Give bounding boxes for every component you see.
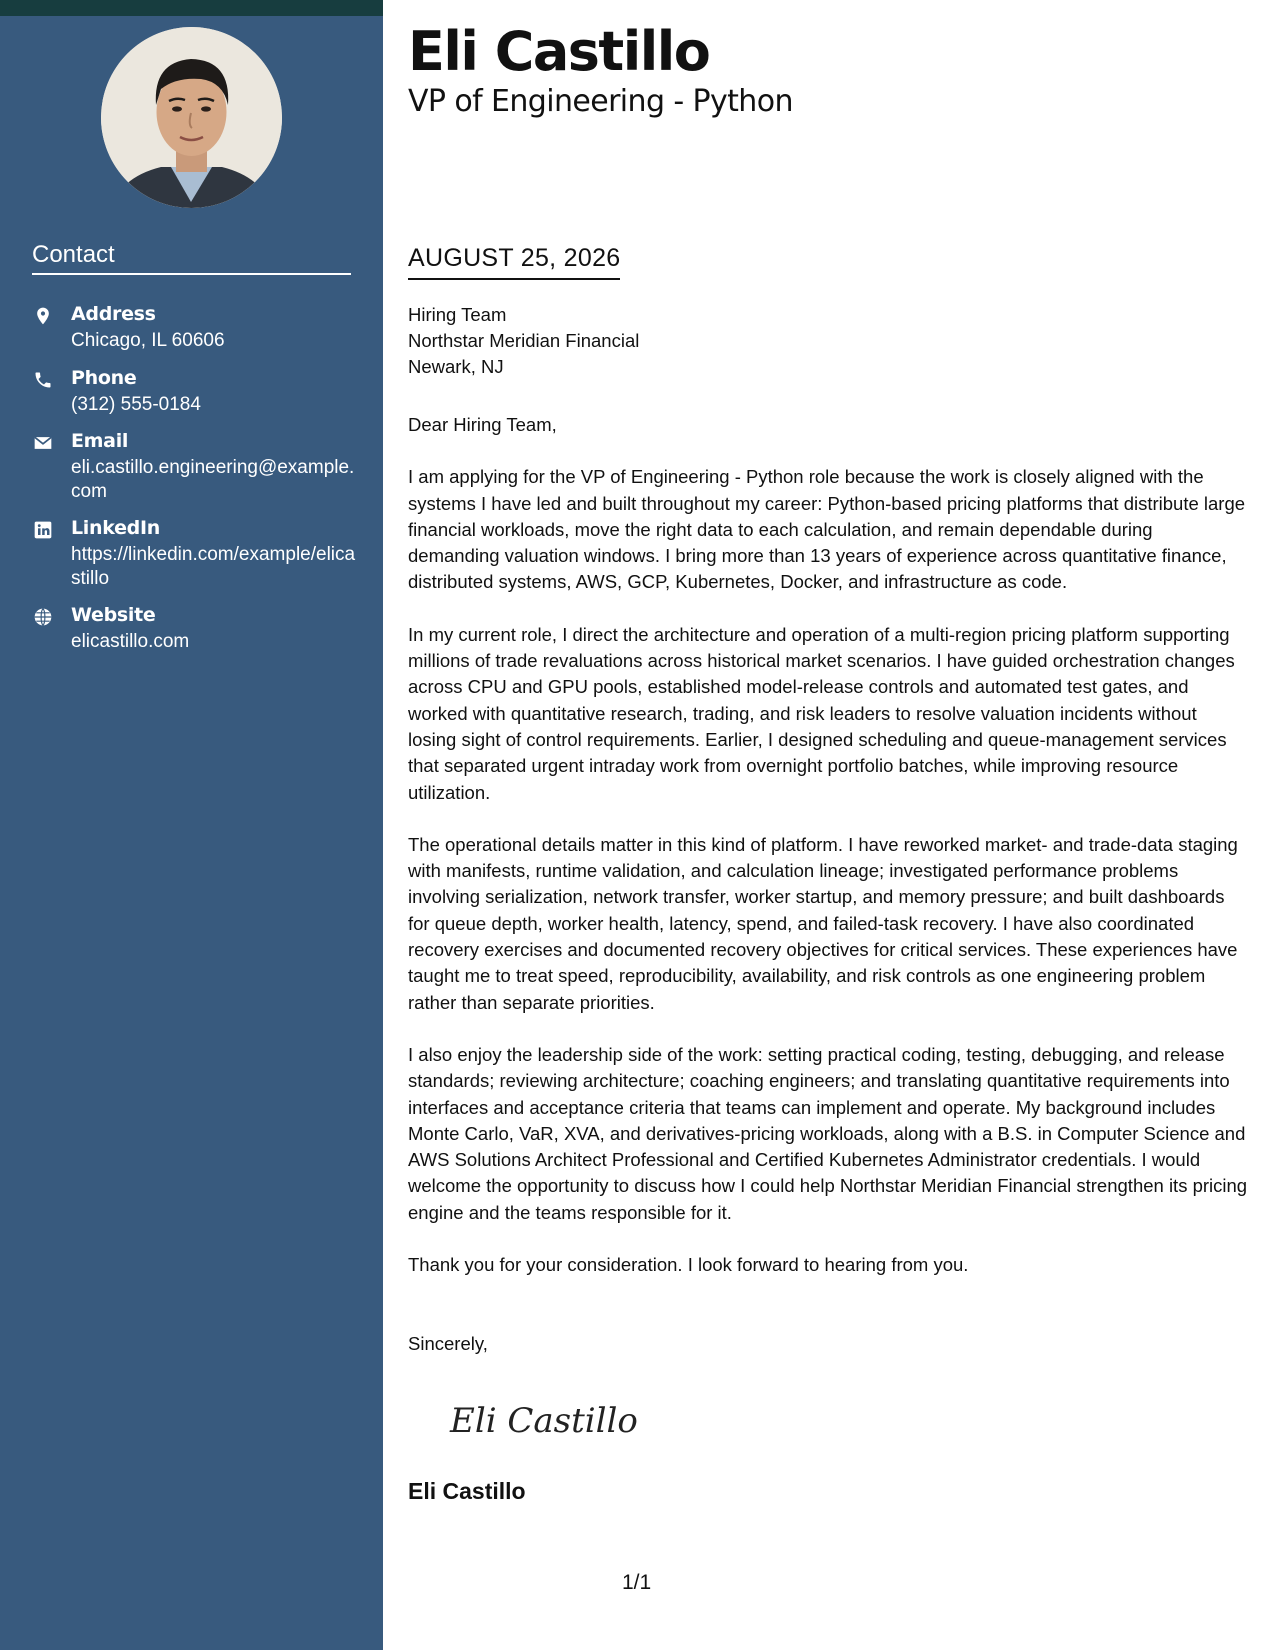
recipient-block [408,302,639,380]
profile-photo-icon [101,27,282,208]
email-label: Email [71,430,129,452]
avatar [101,27,282,208]
letter-date: AUGUST 25, 2026 [408,244,620,280]
signature-text: Eli Castillo [450,1401,638,1441]
paragraph: I also enjoy the leadership side of the work: setting practical coding, testing, debugging, and release standards; reviewing architecture; coaching engineers; and translating quantitative requirements into interfaces and acceptance criteria that teams can implement and operate. My background includes Monte Carlo, VaR, XVA, and derivatives-pricing workloads, along with a B.S. in Computer Science and AWS Solutions Architect Professional and Certified Kubernetes Administrator credentials. I would welcome the opportunity to discuss how I could help Northstar Meridian Financial strengthen its pricing engine and the teams responsible for it. [408,1043,1248,1223]
globe-icon [32,606,54,628]
envelope-icon [32,432,54,454]
page-number: 1/1 [622,1571,652,1594]
website-value[interactable]: elicastillo.com [71,631,190,652]
address-label: Address [71,303,156,325]
paragraph: Thank you for your consideration. I look forward to hearing from you. [408,1254,969,1276]
salutation: Dear Hiring Team, [408,414,557,435]
recipient-company: Northstar Meridian Financial [408,330,640,351]
phone-value[interactable]: (312) 555-0184 [71,394,201,415]
signer-name: Eli Castillo [408,1478,526,1504]
recipient-line: Hiring Team [408,304,507,325]
website-label: Website [71,604,156,626]
phone-label: Phone [71,367,137,389]
recipient-location: Newark, NJ [408,356,504,377]
paragraph: I am applying for the VP of Engineering - Python role because the work is closely aligned with the systems I have led and built throughout my career: Python-based pricing platforms that distribute large financial workloads, move the right data to each calculation, and remain dependable during demanding valuation windows. I bring more than 13 years of experience across quantitative finance, distributed systems, AWS, GCP, Kubernetes, Docker, and infrastructure as code. [408,466,1246,593]
signature [448,1390,648,1450]
sidebar [0,0,383,1650]
address-value: Chicago, IL 60606 [71,330,225,351]
paragraph: The operational details matter in this kind of platform. I have reworked market- and trade-data staging with manifests, runtime validation, and calculation lineage; investigated performance problems involving serialization, network transfer, worker startup, and memory pressure; and built dashboards for queue depth, worker health, latency, spend, and failed-task recovery. I have also coordinated recovery exercises and documented recovery objectives for critical services. These experiences have taught me to treat speed, reproducibility, availability, and risk controls as one engineering problem rather than separate priorities. [408,833,1238,1013]
map-pin-icon [32,305,54,327]
linkedin-icon [32,519,54,541]
phone-icon [32,369,54,391]
handwritten-signature-icon [448,1390,648,1450]
candidate-name: Eli Castillo [408,20,710,83]
paragraph: In my current role, I direct the architecture and operation of a multi-region pricing platform supporting millions of trade revaluations across historical market scenarios. I have guided orchestration changes across CPU and GPU pools, established model-release controls and automated test gates, and worked with quantitative research, trading, and risk leaders to resolve valuation incidents without losing sight of control requirements. Earlier, I designed scheduling and queue-management services that separated urgent intraday work from overnight portfolio batches, while improving resource utilization. [408,623,1235,803]
email-value[interactable]: eli.castillo.engineering@example.com [71,457,355,502]
letter-body [408,412,1248,1304]
linkedin-value[interactable]: https://linkedin.com/example/elicastillo [71,544,356,589]
job-title: VP of Engineering - Python [408,84,793,119]
closing: Sincerely, [408,1333,488,1354]
contact-heading: Contact [32,241,351,275]
linkedin-label: LinkedIn [71,517,160,539]
